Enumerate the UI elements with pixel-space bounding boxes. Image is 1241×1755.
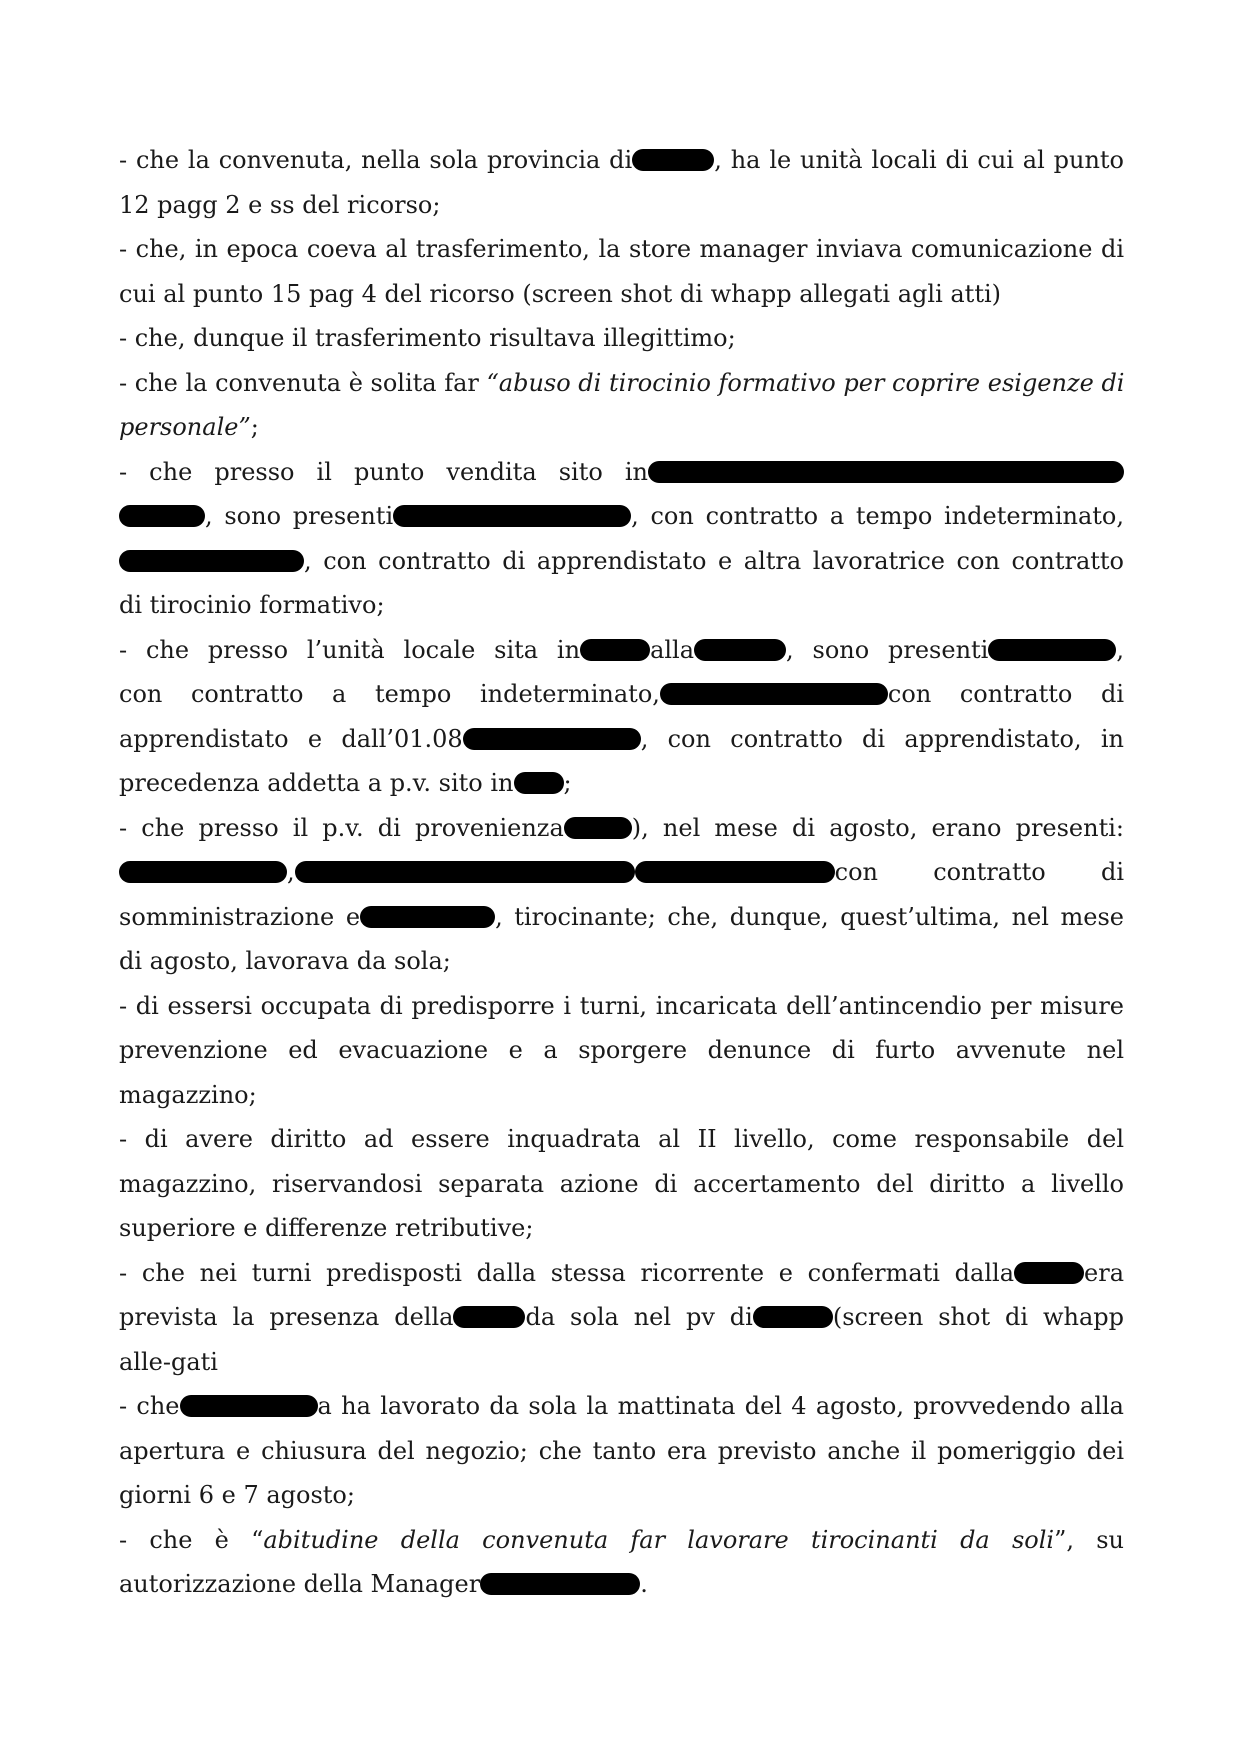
text-line [119, 494, 1124, 539]
redaction-mark [564, 817, 632, 839]
redaction-mark [753, 1306, 833, 1328]
text-segment: - che, in epoca coeva al trasferimento, la store manager inviava comunicazione di [119, 235, 1124, 263]
redaction-mark [393, 505, 631, 527]
text-segment: (screen shot di whapp [832, 1303, 1124, 1331]
redaction-mark [1014, 1262, 1084, 1284]
redaction-mark [694, 639, 786, 661]
text-line [119, 1473, 1124, 1518]
text-line [119, 1206, 1124, 1251]
text-segment: , [1116, 635, 1124, 664]
text-line [119, 939, 1124, 984]
text-segment: , con contratto di apprendistato e altra lavoratrice con contratto [304, 546, 1124, 575]
redaction-mark [119, 861, 287, 883]
text-line [119, 183, 1124, 228]
redaction-mark [988, 639, 1116, 661]
redaction-mark [119, 505, 205, 527]
text-segment: autorizzazione della Manager [119, 1570, 481, 1598]
text-segment: cui al punto 15 pag 4 del ricorso (screen shot di whapp allegati agli atti) [119, 279, 1002, 308]
text-segment: - che la convenuta, nella sola provincia di [119, 146, 633, 174]
text-line [119, 984, 1124, 1029]
text-line [119, 895, 1124, 940]
text-segment: alla [650, 635, 695, 664]
text-line [119, 1340, 1124, 1385]
text-segment: era [1084, 1258, 1124, 1287]
text-line [119, 361, 1124, 406]
text-segment: - di essersi occupata di predisporre i turni, incaricata dell’antincendio per misure [119, 991, 1124, 1020]
text-line [119, 1429, 1124, 1474]
redaction-mark [463, 728, 641, 750]
text-segment: da sola nel pv di [525, 1303, 753, 1331]
text-segment: giorni 6 e 7 agosto; [119, 1481, 355, 1509]
redaction-mark [648, 461, 1124, 483]
text-segment: con contratto di [887, 680, 1124, 708]
text-segment: - che presso l’unità locale sita in [119, 635, 581, 664]
text-segment: ”, su [1054, 1525, 1124, 1554]
text-segment: apprendistato e dall’01.08 [119, 724, 463, 753]
text-segment: superiore e differenze retributive; [119, 1214, 534, 1242]
text-segment: , con contratto di apprendistato, in [640, 724, 1124, 753]
text-segment: - che, dunque il trasferimento risultava illegittimo; [119, 324, 736, 352]
text-segment: magazzino, riservandosi separata azione di accertamento del diritto a livello [119, 1169, 1124, 1198]
text-segment: ; [250, 413, 259, 441]
text-segment: - che presso il p.v. di provenienza [119, 813, 564, 842]
text-segment: - che è “ [119, 1525, 264, 1554]
redaction-mark [660, 683, 888, 705]
text-segment: apertura e chiusura del negozio; che tanto era previsto anche il pomeriggio dei [119, 1436, 1124, 1465]
document-body [119, 138, 1124, 1607]
text-line [119, 628, 1124, 673]
text-line [119, 806, 1124, 851]
text-segment: con contratto di [834, 858, 1124, 886]
text-line [119, 1384, 1124, 1429]
text-segment: somministrazione e [119, 902, 361, 931]
redaction-mark [180, 1395, 318, 1417]
text-segment: 12 pagg 2 e ss del ricorso; [119, 190, 441, 219]
redaction-mark [453, 1306, 525, 1328]
text-segment: prevista la presenza della [119, 1303, 454, 1331]
text-segment: di agosto, lavorava da sola; [119, 947, 451, 975]
text-segment: , sono presenti [205, 502, 394, 530]
text-segment: precedenza addetta a p.v. sito in [119, 769, 514, 797]
text-segment: , [287, 858, 295, 886]
text-line [119, 672, 1124, 717]
text-line [119, 583, 1124, 628]
text-segment: . [640, 1570, 648, 1598]
text-segment: con contratto a tempo indeterminato, [119, 680, 660, 708]
redaction-mark [635, 861, 835, 883]
text-segment: - che [119, 1392, 180, 1420]
text-line [119, 717, 1124, 762]
text-segment: abitudine della convenuta far lavorare tirocinanti da soli [263, 1525, 1055, 1554]
text-line [119, 1518, 1124, 1563]
text-line [119, 1162, 1124, 1207]
text-segment: ; [563, 769, 572, 797]
text-segment: , tirocinante; che, dunque, quest’ultima, nel mese [495, 902, 1124, 931]
text-segment: personale” [119, 413, 251, 441]
text-line [119, 1073, 1124, 1118]
redaction-mark [119, 550, 304, 572]
redaction-mark [295, 861, 635, 883]
text-segment: magazzino; [119, 1080, 257, 1109]
text-line [119, 1251, 1124, 1296]
text-segment: - che nei turni predisposti dalla stessa ricorrente e confermati dalla [119, 1258, 1015, 1287]
text-line [119, 850, 1124, 895]
text-line [119, 761, 1124, 806]
text-line [119, 405, 1124, 450]
redaction-mark [580, 639, 650, 661]
text-line [119, 138, 1124, 183]
text-line [119, 1562, 1124, 1607]
text-segment: , sono presenti [786, 635, 989, 664]
text-line [119, 450, 1124, 495]
text-segment: , con contratto a tempo indeterminato, [631, 502, 1124, 530]
text-segment: prevenzione ed evacuazione e a sporgere denunce di furto avvenute nel [119, 1036, 1124, 1064]
text-segment: - che presso il punto vendita sito in [119, 457, 648, 486]
redaction-mark [480, 1573, 640, 1595]
text-line [119, 1028, 1124, 1073]
text-line [119, 316, 1124, 361]
text-segment: a ha lavorato da sola la mattinata del 4 agosto, provvedendo alla [317, 1392, 1124, 1420]
text-line [119, 539, 1124, 584]
text-segment: di tirocinio formativo; [119, 591, 385, 619]
text-segment: alle-gati [119, 1347, 218, 1376]
text-segment: - che la convenuta è solita far [119, 368, 487, 397]
text-line [119, 272, 1124, 317]
text-line [119, 227, 1124, 272]
text-segment: - di avere diritto ad essere inquadrata al II livello, come responsabile del [119, 1125, 1124, 1153]
redaction-mark [514, 772, 564, 794]
text-segment: “abuso di tirocinio formativo per coprire esigenze di [486, 368, 1124, 397]
redaction-mark [632, 149, 714, 171]
text-line [119, 1117, 1124, 1162]
text-segment: , ha le unità locali di cui al punto [714, 146, 1124, 174]
redaction-mark [360, 906, 495, 928]
text-segment: ), nel mese di agosto, erano presenti: [631, 813, 1124, 842]
text-line [119, 1295, 1124, 1340]
